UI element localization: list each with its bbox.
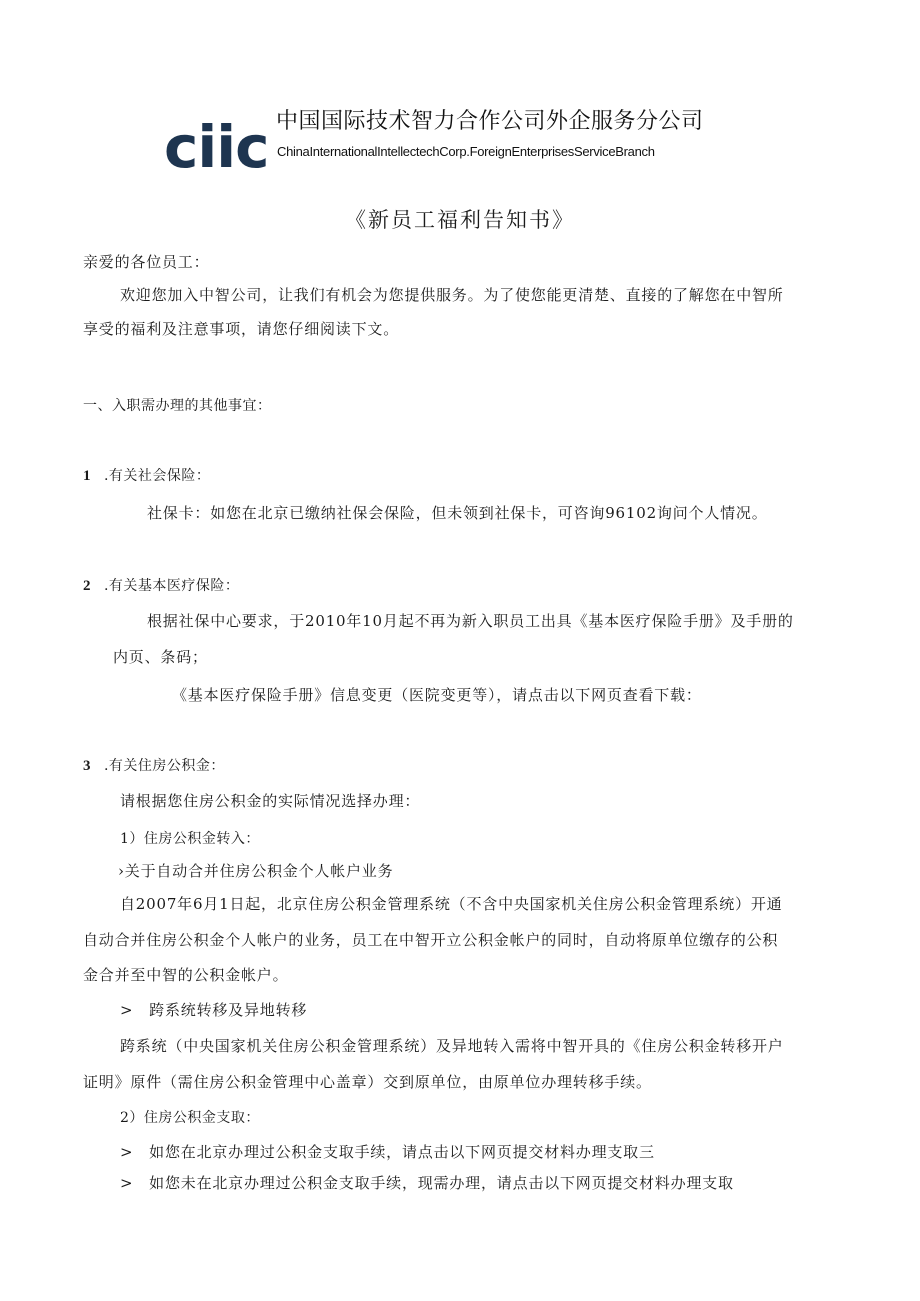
company-name-cn: 中国国际技术智力合作公司外企服务分公司 [276,109,704,134]
sub-1-paragraph-1-line-3: 金合并至中智的公积金帐户。 [83,966,289,984]
document-title: 《新员工福利告知书》 [345,208,575,232]
sub-2-heading: 2）住房公积金支取： [120,1110,260,1126]
item-3-line-1: 请根据您住房公积金的实际情况选择办理： [120,792,421,810]
sub-2-bullet-1: > 如您在北京办理过公积金支取手续，请点击以下网页提交材料办理支取三 [120,1143,655,1161]
section-1-heading: 一、入职需办理的其他事宜： [83,398,272,414]
ciic-logo: ciic [164,113,269,181]
intro-line-2: 享受的福利及注意事项，请您仔细阅读下文。 [83,320,400,338]
item-3-heading [83,755,225,777]
item-2-heading [83,575,239,597]
sub-1-bullet-1: ›关于自动合并住房公积金个人帐户业务 [118,862,394,880]
item-2-title: .有关基本医疗保险： [103,578,240,594]
sub-1-paragraph-1-line-2: 自动合并住房公积金个人帐户的业务，员工在中智开立公积金帐户的同时，自动将原单位缴存的公积 [83,931,779,949]
item-1-number: 1 [83,468,91,484]
letterhead [164,104,784,184]
sub-1-bullet-2: > 跨系统转移及异地转移 [120,1001,308,1019]
company-name-en: ChinaInternationalIntellectechCorp.ForeignEnterprisesServiceBranch [277,144,655,159]
item-2-line-1: 根据社保中心要求，于2010年10月起不再为新入职员工出具《基本医疗保险手册》及手册的 [147,612,794,630]
item-1-title: .有关社会保险： [103,468,211,484]
sub-1-heading: 1）住房公积金转入： [120,831,260,847]
item-1-line-1: 社保卡：如您在北京已缴纳社保会保险，但未领到社保卡，可咨询96102询问个人情况。 [147,504,768,522]
sub-1-paragraph-2-line-2: 证明》原件（需住房公积金管理中心盖章）交到原单位，由原单位办理转移手续。 [83,1073,652,1091]
item-3-title: .有关住房公积金： [103,758,225,774]
sub-2-bullet-2: > 如您未在北京办理过公积金支取手续，现需办理，请点击以下网页提交材料办理支取 [120,1174,734,1192]
item-3-number: 3 [83,758,91,774]
item-2-line-2: 内页、条码； [113,648,208,666]
greeting: 亲爱的各位员工： [83,253,210,271]
item-2-number: 2 [83,578,91,594]
item-2-line-3: 《基本医疗保险手册》信息变更（医院变更等），请点击以下网页查看下载： [172,686,702,704]
intro-line-1: 欢迎您加入中智公司，让我们有机会为您提供服务。为了使您能更清楚、直接的了解您在中智所 [120,286,784,304]
sub-1-paragraph-1-line-1: 自2007年6月1日起，北京住房公积金管理系统（不含中央国家机关住房公积金管理系统）开通 [120,895,783,913]
sub-1-paragraph-2-line-1: 跨系统（中央国家机关住房公积金管理系统）及异地转入需将中智开具的《住房公积金转移开户 [120,1037,784,1055]
item-1-heading [83,465,210,487]
